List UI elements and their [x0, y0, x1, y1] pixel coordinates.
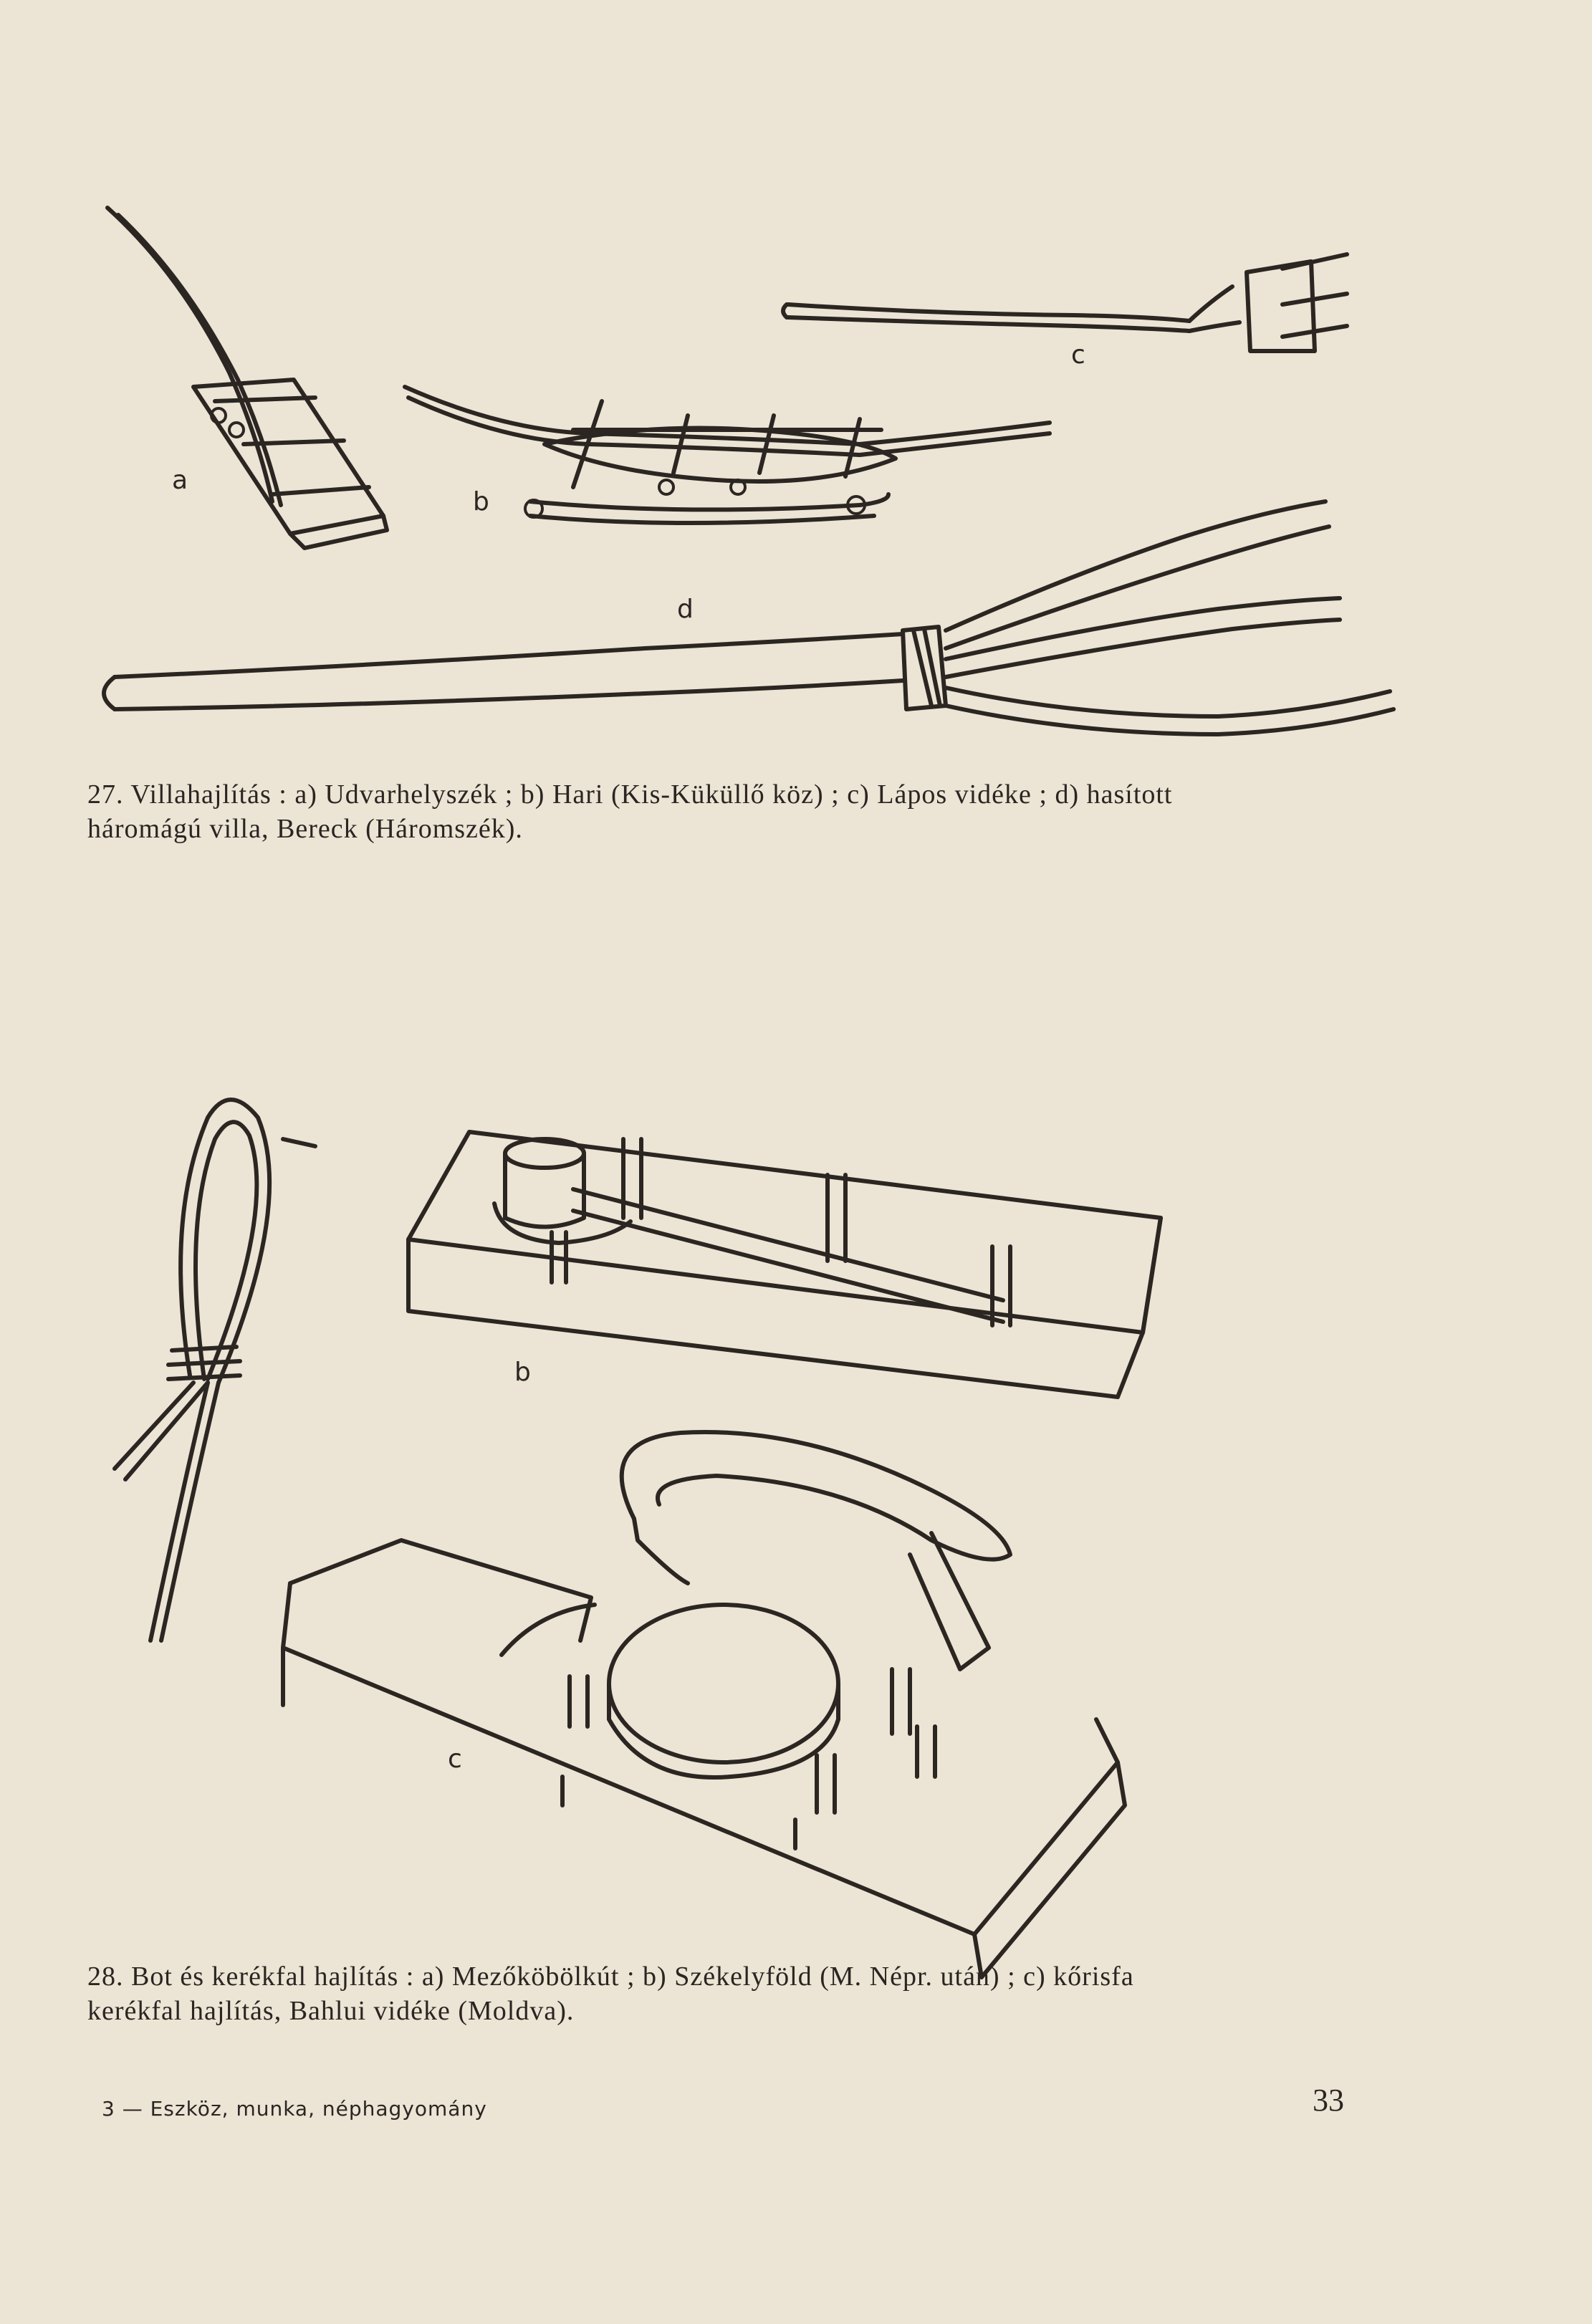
figure27-label-a: a: [172, 466, 188, 495]
running-footer: 3 — Eszköz, munka, néphagyomány: [102, 2097, 487, 2121]
figure28-caption: [87, 1959, 1348, 2028]
figure28-a-drawing: [115, 1100, 315, 1641]
figure28-label-c: c: [448, 1744, 462, 1774]
figure28-label-b: b: [514, 1358, 531, 1387]
figure27-d-drawing: [104, 501, 1394, 734]
figure28-c-drawing: [283, 1432, 1125, 1977]
figure28-caption-line1: 28. Bot és kerékfal hajlítás : a) Mezőköbölkút ; b) Székelyföld (M. Népr. után) ; c) kőrisfa: [87, 1962, 1134, 1992]
figure27-label-c: c: [1071, 340, 1085, 370]
figure27-caption-line2: háromágú villa, Bereck (Háromszék).: [87, 814, 523, 844]
figure27-a-drawing: [107, 208, 387, 548]
figure27-caption: [87, 777, 1348, 846]
figure27-caption-line1: 27. Villahajlítás : a) Udvarhelyszék ; b) Hari (Kis-Küküllő köz) ; c) Lápos vidéke ; d) hasított: [87, 779, 1173, 810]
page-number: 33: [1313, 2083, 1344, 2118]
figure27-label-b: b: [473, 487, 489, 517]
figure28-caption-line2: kerékfal hajlítás, Bahlui vidéke (Moldva).: [87, 1996, 575, 2026]
figure27-b-drawing: [405, 387, 1050, 523]
figure27-c-drawing: [783, 254, 1347, 351]
figure27-label-d: d: [677, 595, 694, 624]
